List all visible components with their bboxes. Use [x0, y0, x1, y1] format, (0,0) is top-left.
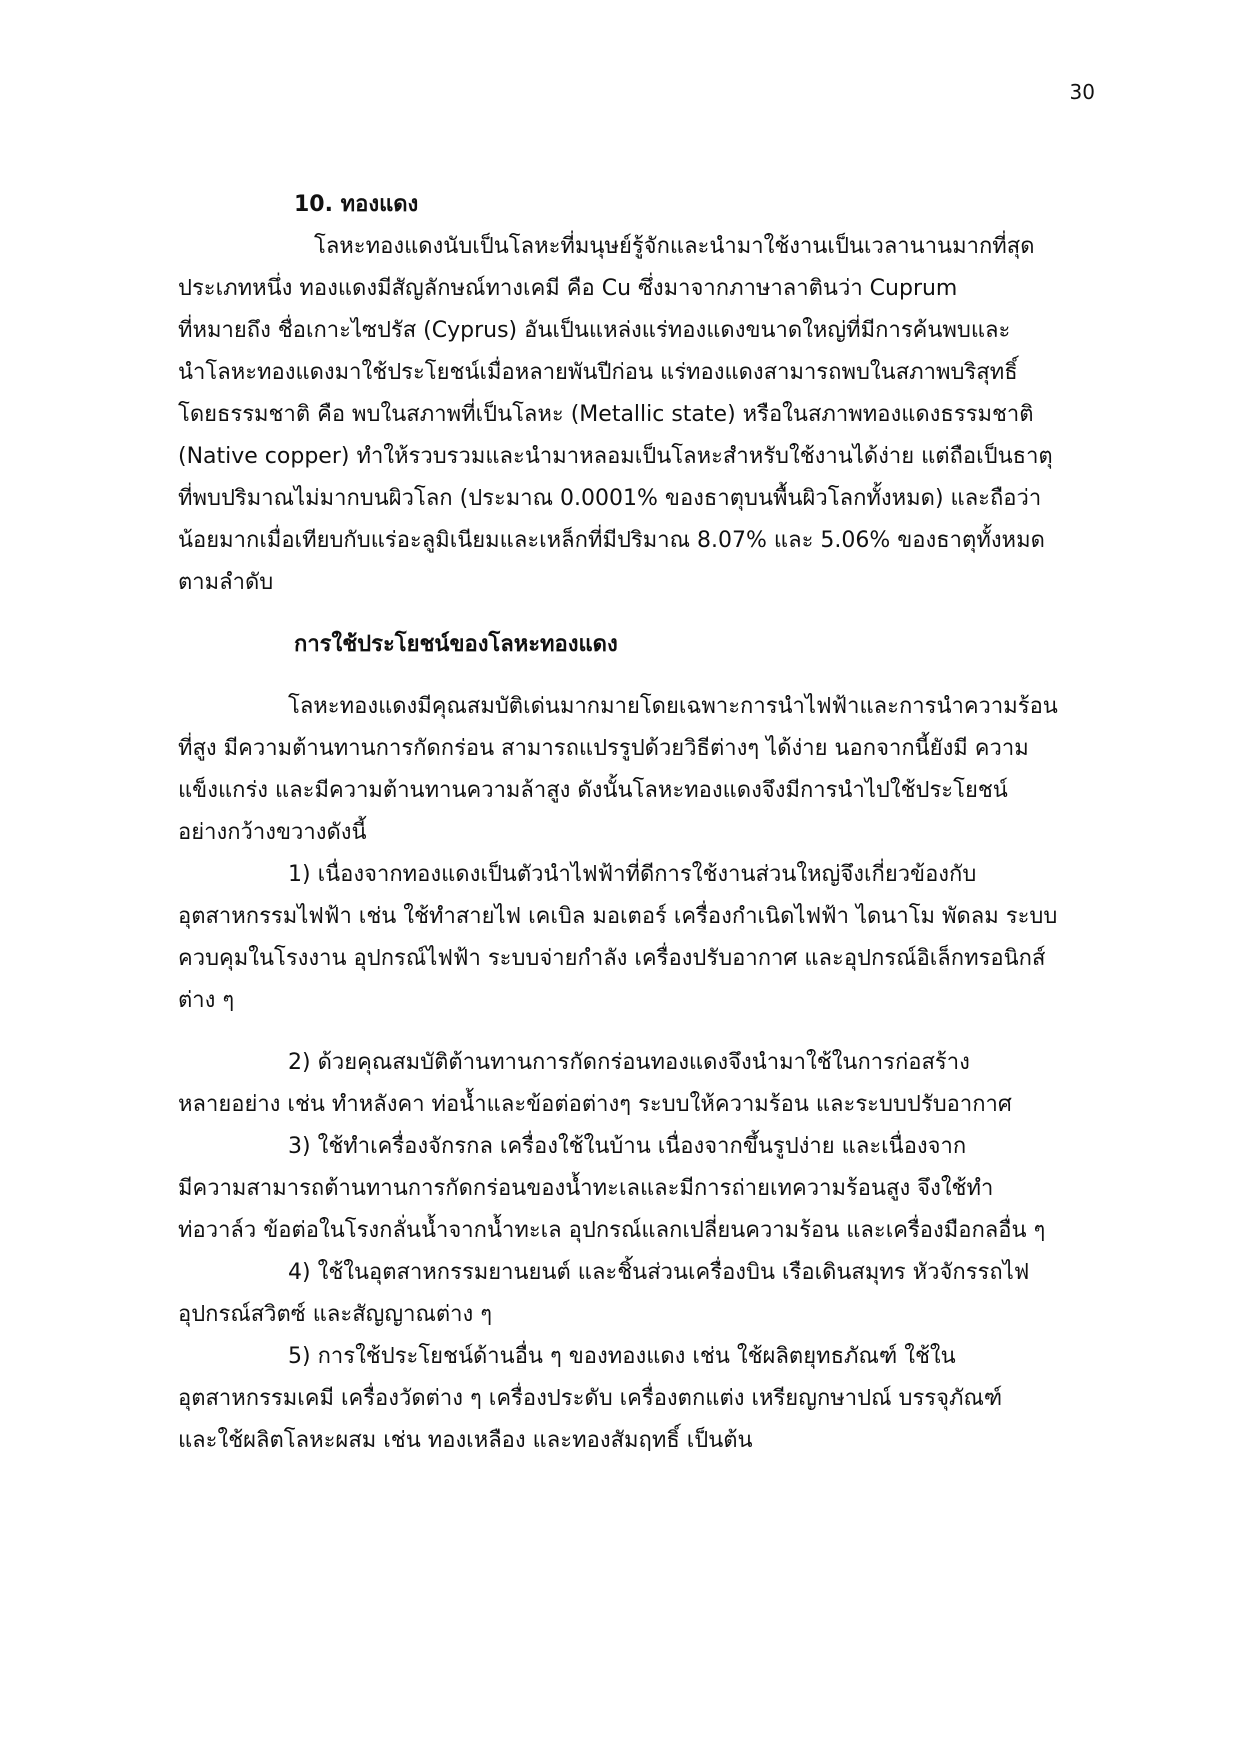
list-item-line: 2) ด้วยคุณสมบัติต้านทานการกัดกร่อนทองแดงจึงนำมาใช้ในการก่อสร้าง	[288, 1050, 970, 1075]
list-item-line: ต่าง ๆ	[178, 988, 235, 1013]
paragraph-line: ที่หมายถึง ชื่อเกาะไซปรัส (Cyprus) อันเป็นแหล่งแร่ทองแดงขนาดใหญ่ที่มีการค้นพบและ	[178, 318, 1011, 343]
uses-item-2	[178, 1042, 1090, 1126]
paragraph-line: โลหะทองแดงมีคุณสมบัติเด่นมากมายโดยเฉพาะการนำไฟฟ้าและการนำความร้อน	[288, 694, 1058, 719]
list-item-line: มีความสามารถต้านทานการกัดกร่อนของน้ำทะเลและมีการถ่ายเทความร้อนสูง จึงใช้ทำ	[178, 1176, 994, 1201]
paragraph-line: น้อยมากเมื่อเทียบกับแร่อะลูมิเนียมและเหล็กที่มีปริมาณ 8.07% และ 5.06% ของธาตุทั้งหมด	[178, 528, 1045, 553]
list-item-line: 1) เนื่องจากทองแดงเป็นตัวนำไฟฟ้าที่ดีการใช้งานส่วนใหญ่จึงเกี่ยวข้องกับ	[288, 862, 977, 887]
paragraph-line: โดยธรรมชาติ คือ พบในสภาพที่เป็นโลหะ (Metallic state) หรือในสภาพทองแดงธรรมชาติ	[178, 402, 1034, 427]
paragraph-line: แข็งแกร่ง และมีความต้านทานความล้าสูง ดังนั้นโลหะทองแดงจึงมีการนำไปใช้ประโยชน์	[178, 778, 1008, 803]
uses-intro	[178, 686, 1090, 854]
list-item-line: หลายอย่าง เช่น ทำหลังคา ท่อน้ำและข้อต่อต่างๆ ระบบให้ความร้อน และระบบปรับอากาศ	[178, 1092, 1012, 1117]
paragraph-line: นำโลหะทองแดงมาใช้ประโยชน์เมื่อหลายพันปีก่อน แร่ทองแดงสามารถพบในสภาพบริสุทธิ์	[178, 360, 1018, 385]
page-number: 30	[1069, 80, 1095, 104]
list-item-line: ควบคุมในโรงงาน อุปกรณ์ไฟฟ้า ระบบจ่ายกำลัง เครื่องปรับอากาศ และอุปกรณ์อิเล็กทรอนิกส์	[178, 946, 1046, 971]
section-paragraph	[178, 226, 1090, 604]
paragraph-line: ตามลำดับ	[178, 570, 274, 595]
list-item-line: 4) ใช้ในอุตสาหกรรมยานยนต์ และชิ้นส่วนเครื่องบิน เรือเดินสมุทร หัวจักรรถไฟ	[288, 1260, 1030, 1285]
uses-heading: การใช้ประโยชน์ของโลหะทองแดง	[294, 632, 618, 657]
section-heading: 10. ทองแดง	[294, 192, 419, 217]
spacer	[178, 604, 1090, 624]
list-item-line: ท่อวาล์ว ข้อต่อในโรงกลั่นน้ำจากน้ำทะเล อุปกรณ์แลกเปลี่ยนความร้อน และเครื่องมือกลอื่น ๆ	[178, 1218, 1046, 1243]
list-item-line: 3) ใช้ทำเครื่องจักรกล เครื่องใช้ในบ้าน เนื่องจากขึ้นรูปง่าย และเนื่องจาก	[288, 1134, 967, 1159]
page-content	[178, 184, 1090, 1462]
list-item-line: อุปกรณ์สวิตซ์ และสัญญาณต่าง ๆ	[178, 1302, 493, 1327]
paragraph-line: ที่พบปริมาณไม่มากบนผิวโลก (ประมาณ 0.0001% ของธาตุบนพื้นผิวโลกทั้งหมด) และถือว่า	[178, 486, 1042, 511]
list-item-line: 5) การใช้ประโยชน์ด้านอื่น ๆ ของทองแดง เช่น ใช้ผลิตยุทธภัณฑ์ ใช้ใน	[288, 1344, 956, 1369]
paragraph-line: ประเภทหนึ่ง ทองแดงมีสัญลักษณ์ทางเคมี คือ Cu ซึ่งมาจากภาษาลาตินว่า Cuprum	[178, 276, 958, 301]
list-item-line: อุตสาหกรรมเคมี เครื่องวัดต่าง ๆ เครื่องประดับ เครื่องตกแต่ง เหรียญกษาปณ์ บรรจุภัณฑ์	[178, 1386, 1003, 1411]
list-item-line: อุตสาหกรรมไฟฟ้า เช่น ใช้ทำสายไฟ เคเบิล มอเตอร์ เครื่องกำเนิดไฟฟ้า ไดนาโม พัดลม ระบบ	[178, 904, 1058, 929]
paragraph-line: (Native copper) ทำให้รวบรวมและนำมาหลอมเป็นโลหะสำหรับใช้งานได้ง่าย แต่ถือเป็นธาตุ	[178, 444, 1053, 469]
paragraph-line: ที่สูง มีความต้านทานการกัดกร่อน สามารถแปรรูปด้วยวิธีต่างๆ ได้ง่าย นอกจากนี้ยังมี ความ	[178, 736, 1029, 761]
paragraph-line: โลหะทองแดงนับเป็นโลหะที่มนุษย์รู้จักและนำมาใช้งานเป็นเวลานานมากที่สุด	[314, 234, 1035, 259]
uses-item-3	[178, 1126, 1090, 1252]
spacer	[178, 1022, 1090, 1042]
spacer	[178, 666, 1090, 686]
list-item-line: และใช้ผลิตโลหะผสม เช่น ทองเหลือง และทองสัมฤทธิ์ เป็นต้น	[178, 1428, 753, 1453]
uses-item-4	[178, 1252, 1090, 1336]
paragraph-line: อย่างกว้างขวางดังนี้	[178, 820, 367, 845]
uses-item-5	[178, 1336, 1090, 1462]
uses-item-1	[178, 854, 1090, 1022]
